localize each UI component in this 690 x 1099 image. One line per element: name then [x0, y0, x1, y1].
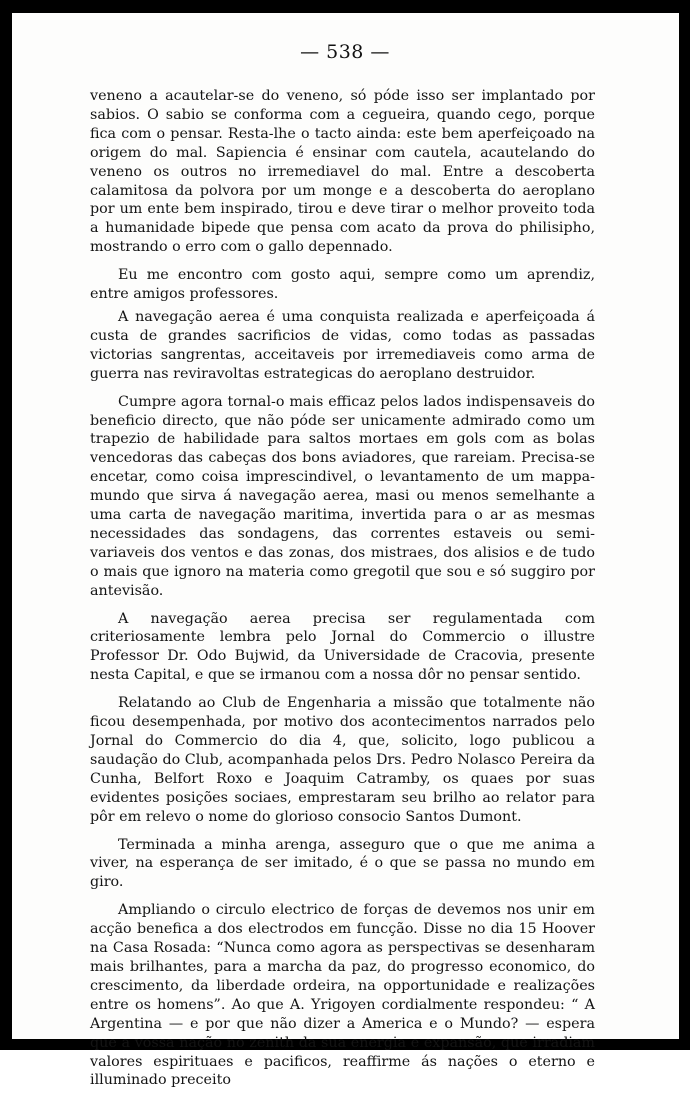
- paragraph-4: Cumpre agora tornal-o mais efficaz pelos lados indispensaveis do beneficio directo, que não póde ser unicamente admirado como um trapezio de habilidade para saltos mortaes em gols com as bolas vencedoras das cabeças dos bons aviadores, que rareiam. Precisa-se encetar, como coisa imprescindivel, o levantamento de um mappa-mundo que sirva á navegação aerea, masi ou menos semelhante a uma carta de navegação maritima, invertida para o ar as mesmas necessidades das sondagens, das correntes estaveis ou semi-variaveis dos ventos e das zonas, dos mistraes, dos alisios e de tudo o mais que ignoro na materia como gregotil que sou e só suggiro por antevisão.: [90, 393, 595, 599]
- paragraph-6: Relatando ao Club de Engenharia a missão que totalmente não ficou desempenhada, por motivo dos acontecimentos narrados pelo Jornal do Commercio do dia 4, que, solicito, logo publicou a saudação do Club, acompanhada pelos Drs. Pedro Nolasco Pereira da Cunha, Belfort Roxo e Joaquim Catramby, os quaes por suas evidentes posições sociaes, emprestaram seu brilho ao relator para pôr em relevo o nome do glorioso consocio Santos Dumont.: [90, 695, 595, 825]
- paragraph-8: Ampliando o circulo electrico de forças de devemos nos unir em acção benefica a dos electrodos em funcção. Disse no dia 15 Hoover na Casa Rosada: “Nunca como agora as perspectivas se desenharam mais brilhantes, para a marcha da paz, do progresso economico, do crescimento, da liberdade ordeira, na opportunidade e realizações entre os homens”. Ao que A. Yrigoyen cordialmente respondeu: “ A Argentina — e por que não dizer a America e o Mundo? — espera que a vossa nação no zenith da sua energia e expansão, que irradiam valores espirituaes e pacificos, reaffirme ás nações o eterno e illuminado preceito: [90, 902, 595, 1089]
- paragraph-2: Eu me encontro com gosto aqui, sempre como um aprendiz, entre amigos professores.: [90, 267, 595, 303]
- document-body: [90, 87, 595, 1099]
- paragraph-3: A navegação aerea é uma conquista realizada e aperfeiçoada á custa de grandes sacrificios de vidas, como todas as passadas victorias sangrentas, acceitaveis por irremediaveis como arma de guerra nas reviravoltas estrategicas do aeroplano destruidor.: [90, 308, 595, 382]
- paragraph-1: veneno a acautelar-se do veneno, só póde isso ser implantado por sabios. O sabio se conforma com a cegueira, quando cego, porque fica com o pensar. Resta-lhe o tacto ainda: este bem aperfeiçoado na origem do mal. Sapiencia é ensinar com cautela, acautelando do veneno os outros no irremediavel do mal. Entre a descoberta calamitosa da polvora por um monge e a descoberta do aeroplano por um ente bem inspirado, tirou e deve tirar o melhor proveito toda a humanidade bipede que pensa com acato da prova do philisipho, mostrando o erro com o gallo depennado.: [90, 88, 595, 256]
- paragraph-7: Terminada a minha arenga, asseguro que o que me anima a viver, na esperança de ser imitado, é o que se passa no mundo em giro.: [90, 836, 595, 891]
- paragraph-5: A navegação aerea precisa ser regulamentada com criteriosamente lembra pelo Jornal do Commercio o illustre Professor Dr. Odo Bujwid, da Universidade de Cracovia, presente nesta Capital, e que se irmanou com a nossa dôr no pensar sentido.: [90, 610, 595, 684]
- page-number: — 538 —: [300, 41, 390, 63]
